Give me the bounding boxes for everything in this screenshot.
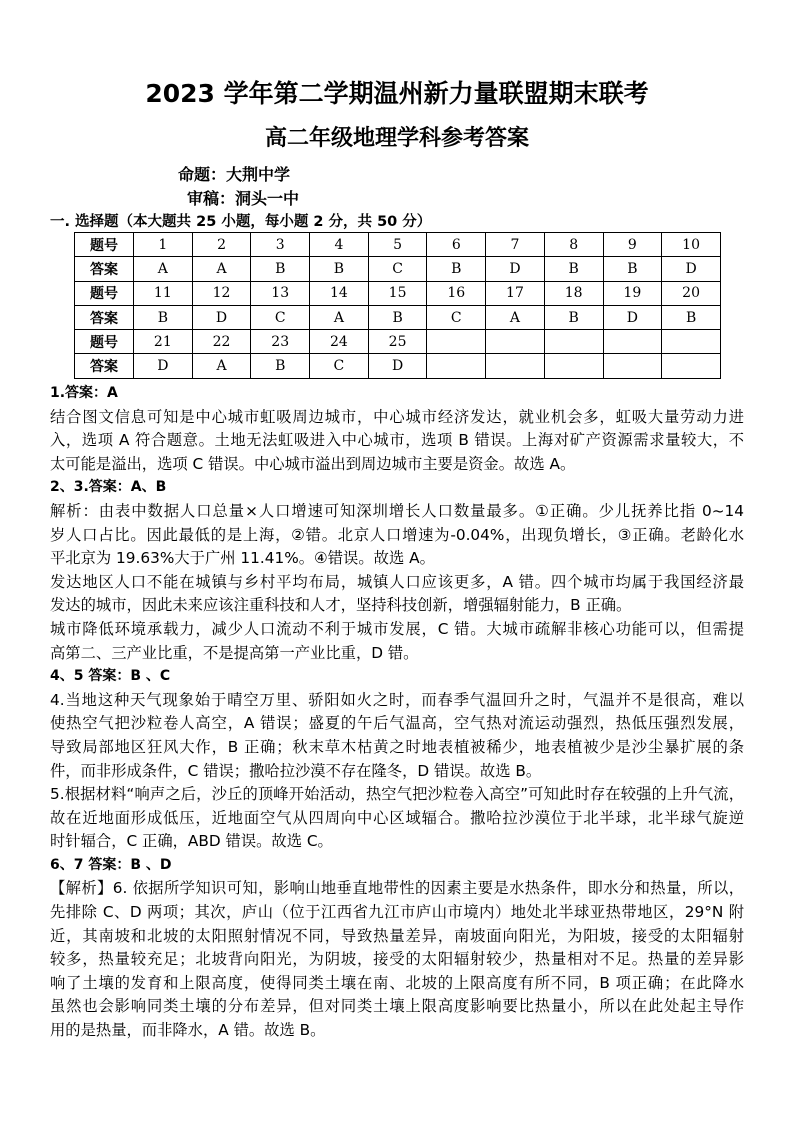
text-line: 平北京为 19.63%大于广州 11.41%。④错误。故选 A。 [50,549,435,568]
question-number-cell [603,330,662,354]
explanations [50,382,744,1043]
question-number-cell: 2 [192,233,251,257]
answer-cell: C [251,305,310,329]
text-line: 先排除 C、D 两项；其次，庐山（位于江西省九江市庐山市境内）地处北半球亚热带地区，29°N 附 [50,903,744,922]
answer-cell: B [310,257,369,281]
explanation-paragraph [50,618,744,665]
answer-heading: 1.答案：A [50,385,118,401]
question-number-cell: 24 [310,330,369,354]
answer-row [75,257,721,281]
question-number-cell: 15 [368,281,427,305]
answer-cell: C [310,354,369,378]
question-number-cell: 23 [251,330,310,354]
text-line: 虽然也会影响同类土壤的分布差异，但对同类土壤上限高度影响要比热量小，所以在此处起主导作 [50,997,744,1016]
answer-cell: B [662,305,721,329]
answer-cell: B [427,257,486,281]
answer-row [75,354,721,378]
answer-cell: B [134,305,193,329]
question-number-row [75,281,721,305]
answer-cell: C [427,305,486,329]
answer-cell: B [251,354,310,378]
answer-cell [486,354,545,378]
question-number-cell: 19 [603,281,662,305]
question-number-cell [427,330,486,354]
question-number-cell: 16 [427,281,486,305]
question-number-cell: 7 [486,233,545,257]
row-label: 题号 [75,281,134,305]
question-number-cell: 17 [486,281,545,305]
section-heading: 一. 选择题（本大题共 25 小题，每小题 2 分，共 50 分） [50,214,432,230]
question-number-cell: 3 [251,233,310,257]
author-line: 命题：大荆中学 [178,165,291,184]
answer-table [74,232,721,379]
question-number-cell: 25 [368,330,427,354]
explanation-paragraph [50,406,744,477]
text-line: 入，选项 A 符合题意。土地无法虹吸进入中心城市，选项 B 错误。上海对矿产资源需求量较大，不 [50,431,744,450]
explanation-paragraph [50,877,744,1042]
text-line: 发达的城市，因此未来应该注重科技和人才，坚持科技创新，增强辐射能力，B 正确。 [50,596,632,615]
answer-cell: A [192,354,251,378]
text-line: 太可能是溢出，选项 C 错误。中心城市溢出到周边城市主要是资金。故选 A。 [50,454,576,473]
answer-cell [427,354,486,378]
text-line: 结合图文信息可知是中心城市虹吸周边城市，中心城市经济发达，就业机会多，虹吸大量劳动力进 [50,407,744,426]
answer-cell: D [662,257,721,281]
question-number-cell: 22 [192,330,251,354]
question-number-cell [544,330,603,354]
text-line: 解析：由表中数据人口总量×人口增速可知深圳增长人口数量最多。①正确。少儿抚养比指 0~14 [50,501,744,520]
answer-cell: C [368,257,427,281]
answer-cell: A [134,257,193,281]
answer-cell: A [192,257,251,281]
question-number-cell: 9 [603,233,662,257]
answer-heading: 2、3.答案：A、B [50,479,167,496]
answer-heading: 4、5 答案：B 、C [50,668,171,685]
explanation-paragraph [50,500,744,571]
text-line: 近，其南坡和北坡的太阳照射情况不同，导致热量差异，南坡面向阳光，为阳坡，接受的太阳辐射 [50,926,744,945]
text-line: 时针辐合，C 正确，ABD 错误。故选 C。 [50,832,333,851]
answer-cell [662,354,721,378]
answer-row [75,305,721,329]
question-number-cell: 5 [368,233,427,257]
answer-cell: D [134,354,193,378]
question-number-cell: 20 [662,281,721,305]
text-line: 用的是热量，而非降水，A 错。故选 B。 [50,1021,326,1040]
answer-cell [603,354,662,378]
answer-heading: 6、7 答案：B 、D [50,856,172,873]
answer-cell: D [192,305,251,329]
question-number-cell: 14 [310,281,369,305]
row-label: 题号 [75,330,134,354]
text-line: 导致局部地区狂风大作，B 正确；秋末草木枯黄之时地表植被稀少，地表植被少是沙尘暴扩展的条 [50,737,744,756]
text-line: 发达地区人口不能在城镇与乡村平均布局，城镇人口应该更多，A 错。四个城市均属于我国经济最 [50,572,744,591]
answer-cell: B [603,257,662,281]
text-line: 响了土壤的发育和上限高度，使得同类土壤在南、北坡的上限高度有所不同，B 项正确；在此降水 [50,973,744,992]
text-line: 故在近地面形成低压，近地面空气从四周向中心区域辐合。撒哈拉沙漠位于北半球，北半球气旋逆 [50,808,744,827]
question-number-cell: 8 [544,233,603,257]
text-line: 4.当地这种天气现象始于晴空万里、骄阳如火之时，而春季气温回升之时，气温并不是很高，难以 [50,690,744,709]
answer-cell: B [368,305,427,329]
row-label: 答案 [75,257,134,281]
question-number-cell: 21 [134,330,193,354]
text-line: 城市降低环境承载力，减少人口流动不利于城市发展，C 错。大城市疏解非核心功能可以，但需提 [50,619,744,638]
question-number-cell: 6 [427,233,486,257]
text-line: 较多，热量较充足；北坡背向阳光，为阴坡，接受的太阳辐射较少，热量相对不足。热量的差异影 [50,950,744,969]
question-number-cell: 13 [251,281,310,305]
answer-cell: D [603,305,662,329]
reviewer-line: 审稿：洞头一中 [187,189,300,208]
explanation-paragraph [50,571,744,618]
question-number-row [75,233,721,257]
text-line: 高第二、三产业比重，不是提高第一产业比重，D 错。 [50,643,419,662]
question-number-cell: 11 [134,281,193,305]
answer-cell: A [486,305,545,329]
question-number-cell [486,330,545,354]
answer-cell: A [310,305,369,329]
document-subtitle: 高二年级地理学科参考答案 [264,126,529,151]
question-number-cell [662,330,721,354]
document-title: 2023 学年第二学期温州新力量联盟期末联考 [145,79,649,108]
explanation-paragraph [50,689,744,783]
row-label: 题号 [75,233,134,257]
answer-cell [544,354,603,378]
question-number-cell: 12 [192,281,251,305]
text-line: 件，而非形成条件，C 错误；撒哈拉沙漠不存在隆冬，D 错误。故选 B。 [50,761,542,780]
question-number-cell: 18 [544,281,603,305]
text-line: 5.根据材料“响声之后，沙丘的顶峰开始活动，热空气把沙粒卷入高空”可知此时存在较强的上升气流， [50,785,744,804]
text-line: 使热空气把沙粒卷人高空，A 错误；盛夏的午后气温高，空气热对流运动强烈，热低压强烈发展， [50,714,744,733]
question-number-cell: 4 [310,233,369,257]
answer-cell: B [251,257,310,281]
question-number-cell: 10 [662,233,721,257]
answer-cell: B [544,305,603,329]
question-number-row [75,330,721,354]
text-line: 【解析】6. 依据所学知识可知，影响山地垂直地带性的因素主要是水热条件，即水分和热量，所以， [50,879,744,898]
explanation-paragraph [50,783,744,854]
answer-cell: B [544,257,603,281]
question-number-cell: 1 [134,233,193,257]
row-label: 答案 [75,305,134,329]
text-line: 岁人口占比。因此最低的是上海，②错。北京人口增速为-0.04%，出现负增长，③正确。老龄化水 [50,525,744,544]
row-label: 答案 [75,354,134,378]
answer-cell: D [486,257,545,281]
answer-cell: D [368,354,427,378]
